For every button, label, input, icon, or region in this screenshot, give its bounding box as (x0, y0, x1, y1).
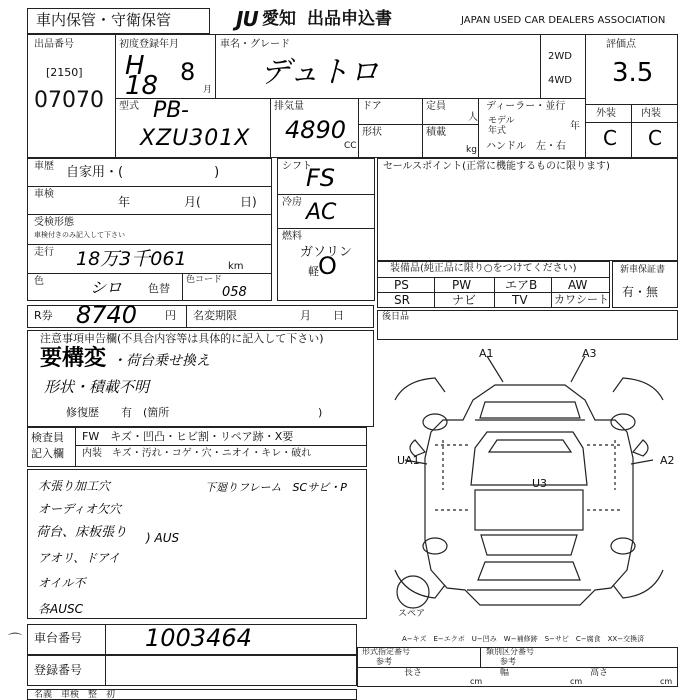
class-cert-ref: 参考 (500, 657, 516, 666)
notes-header: 注意事項申告欄(不具合内容等は具体的に記入して下さい) (40, 332, 324, 345)
shape-label: 形状 (362, 127, 382, 138)
warranty-value: 有・無 (622, 285, 659, 299)
diagram-a1: A1 (479, 347, 494, 360)
received-label: 受検形態 (34, 217, 74, 228)
equip-tv: TV (512, 293, 528, 307)
load-unit: kg (466, 145, 477, 155)
first-reg-year: H 18 (125, 51, 159, 101)
lot-number: 07070 (34, 88, 104, 113)
size-length-unit: cm (470, 677, 483, 686)
size-length: 長さ (404, 668, 423, 678)
notes-line1b: ・荷台乗せ換え (112, 353, 210, 369)
chassis-label: 車台番号 (34, 631, 83, 645)
interior-label: 内装 (641, 108, 661, 119)
door-label: ドア (362, 101, 382, 112)
checker-fw-row: FW キズ・凹凸・ヒビ割・リペア跡・X要 (82, 430, 294, 443)
diagram-u3: U3 (532, 477, 548, 490)
damage-legend: A−キズ E−エクボ U−凹み W−補修跡 S−サビ C−腐食 XX−交換済 (402, 635, 645, 643)
remark-4: アオリ、ドアイ (38, 551, 120, 565)
recycle-unit: 円 (165, 309, 176, 322)
checker-label: 検査員 (31, 431, 64, 444)
sales-point-label: セールスポイント(正常に機能するものに限ります) (383, 161, 610, 172)
equip-navi: ナビ (452, 293, 477, 307)
dealer-label: ディーラー・並行 (486, 101, 566, 112)
model-label: 型式 (119, 101, 139, 112)
repair-close: ) (318, 406, 323, 419)
name-change-unit: 月 日 (300, 309, 344, 322)
capacity-unit: 人 (468, 112, 478, 123)
notes-line2: 形状・積載不明 (44, 378, 150, 396)
mileage-label: 走行 (34, 247, 54, 258)
equip-ps: PS (394, 278, 409, 292)
inspection-year: 年 (118, 195, 131, 209)
first-reg-label: 初度登録年月 (119, 39, 179, 50)
load-label: 積載 (426, 127, 446, 138)
fuel-value: ガソリン (300, 245, 353, 260)
history-value: 自家用・( ) (66, 165, 220, 180)
later-date-frame (377, 310, 678, 340)
ju-logo: JU (236, 7, 258, 31)
bottom-row-labels: 名義 車検 整 初 (34, 690, 152, 700)
displacement-label: 排気量 (274, 101, 304, 112)
equipment-header: 装備品(純正品に限り○をつけてください) (390, 263, 577, 274)
fuel-light: 軽 (308, 265, 319, 278)
class-cert-label: 類別区分番号 (486, 647, 534, 656)
first-reg-month-unit: 月 (203, 85, 213, 95)
storage-label: 車内保管・守衛保管 (36, 11, 172, 29)
score-label: 評価点 (606, 39, 636, 50)
equip-sr: SR (394, 293, 410, 307)
displacement-unit: CC (344, 141, 357, 151)
diagram-ua1: UA1 (397, 454, 420, 467)
registration-label: 登録番号 (34, 663, 83, 677)
shift-label: シフト (282, 161, 312, 172)
bottom-mark: ⌒ (8, 633, 22, 649)
color-change: 色替 (148, 282, 170, 295)
equip-leather: カワシート (554, 293, 609, 306)
warranty-label: 新車保証書 (620, 265, 666, 275)
car-body-diagram (375, 340, 680, 630)
fuel-mark: O (318, 252, 337, 280)
inspection-label: 車検 (34, 189, 54, 200)
drive-4wd: 4WD (548, 75, 572, 86)
checker-int-row: 内装 キズ・汚れ・コゲ・穴・ニオイ・キレ・破れ (82, 448, 312, 459)
shift-value: FS (306, 164, 336, 192)
remark-3: 荷台、床板張り (36, 525, 128, 540)
lot-label: 出品番号 (34, 39, 74, 50)
sales-point-frame (377, 158, 678, 261)
model-code: XZU301X (140, 126, 251, 151)
fuel-label: 燃料 (282, 231, 302, 242)
chassis-value: 1003464 (145, 624, 252, 652)
aichi-label: 愛知 (262, 9, 296, 29)
name-change-label: 名変期限 (193, 309, 237, 322)
car-name-label: 車名・グレード (220, 39, 290, 50)
recycle-value: 8740 (76, 301, 138, 329)
recycle-label: R券 (34, 309, 53, 322)
notes-line1: 要構変 (40, 346, 107, 371)
displacement-value: 4890 (285, 116, 347, 144)
model-prefix: PB- (153, 98, 189, 123)
color-code-label: 色コード (186, 275, 223, 285)
color-value: シロ (90, 278, 123, 297)
size-width-unit: cm (570, 677, 583, 686)
cooler-value: AC (306, 200, 337, 225)
model-year-label: モデル 年式 (488, 116, 515, 136)
first-reg-month: 8 (180, 58, 196, 86)
model-year-unit: 年 (570, 121, 580, 132)
remark-6: 各AUSC (38, 602, 83, 616)
interior-grade: C (648, 126, 662, 150)
mileage-unit: km (228, 261, 244, 272)
form-title: 出品申込書 (307, 9, 392, 29)
handle-label: ハンドル 左・右 (486, 141, 566, 152)
cooler-label: 冷房 (282, 197, 302, 208)
format-cert-label: 形式指定番号 (362, 647, 410, 656)
color-label: 色 (34, 276, 44, 287)
size-height: 高さ (590, 668, 609, 678)
capacity-label: 定員 (426, 101, 446, 112)
equip-airbag: エアB (505, 278, 538, 292)
remark-aus: ) AUS (146, 531, 180, 545)
mileage-value: 18万3千061 (76, 248, 187, 270)
color-code-value: 058 (222, 285, 247, 300)
equip-pw: PW (452, 278, 472, 292)
entry-label: 記入欄 (31, 447, 64, 460)
repair-label: 修復歴 有 (箇所 (66, 406, 170, 419)
car-name-value: デュトロ (260, 55, 380, 90)
diagram-a2: A2 (660, 454, 675, 467)
history-label: 車歴 (34, 161, 54, 172)
exterior-label: 外装 (596, 108, 616, 119)
equip-aw: AW (568, 278, 588, 292)
format-cert-ref: 参考 (376, 657, 392, 666)
drive-2wd: 2WD (548, 51, 572, 62)
remark-2: オーディオ欠穴 (38, 502, 122, 516)
received-note: 車検付きのみ記入して下さい (34, 231, 125, 239)
lot-sub-number: [2150] (46, 66, 83, 79)
diagram-spare: スペア (398, 609, 426, 619)
association-name: JAPAN USED CAR DEALERS ASSOCIATION (461, 15, 666, 26)
score-value: 3.5 (612, 58, 654, 88)
size-width: 幅 (500, 668, 510, 678)
exterior-grade: C (603, 126, 617, 150)
remark-5: オイル不 (38, 576, 86, 590)
remark-1: 木張り加工穴 (38, 479, 111, 493)
remark-right: 下廻りフレーム SCサビ・P (205, 481, 347, 494)
inspection-day: 日) (240, 195, 257, 209)
diagram-a3: A3 (582, 347, 597, 360)
size-height-unit: cm (660, 677, 673, 686)
inspection-month: 月( (184, 195, 201, 209)
later-date-label: 後日品 (382, 312, 410, 322)
